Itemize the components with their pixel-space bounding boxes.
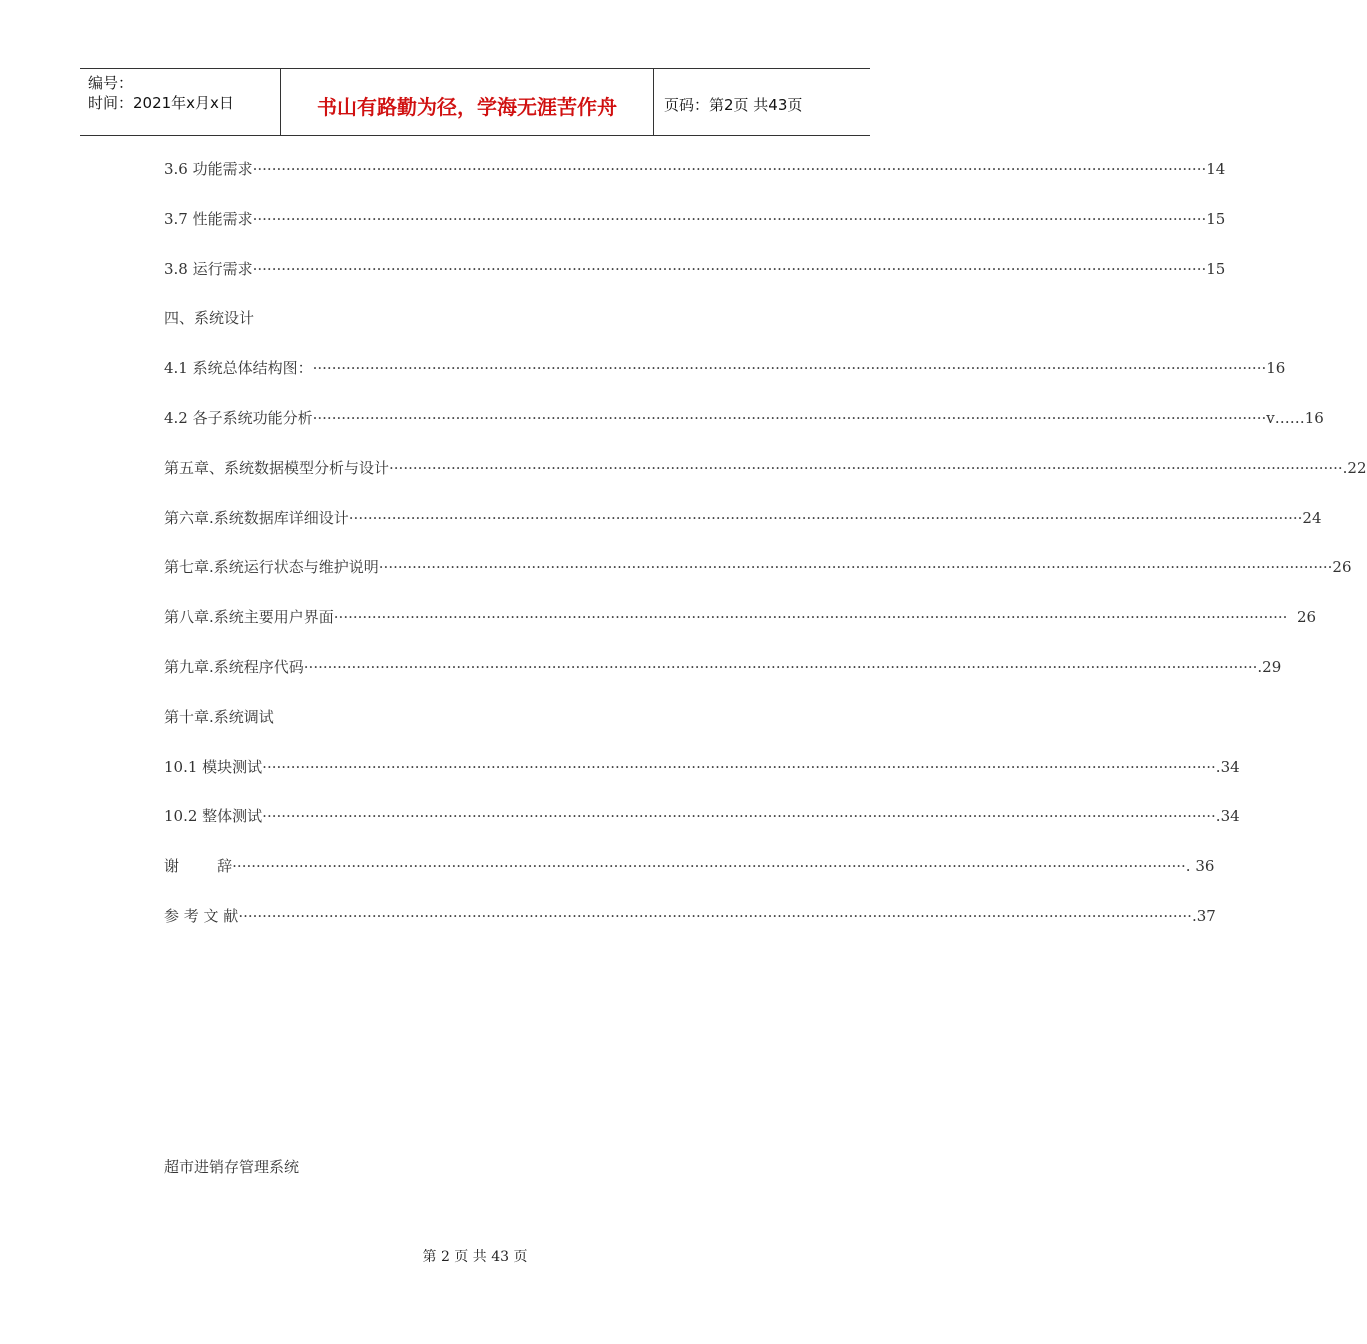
- header-left-cell: [80, 69, 281, 135]
- toc-entry-page: v……16: [1266, 408, 1324, 427]
- toc-entry-page: .37: [1191, 906, 1216, 925]
- page-footer: 第 2 页 共 43 页: [422, 1249, 528, 1265]
- toc-entry-page: .29: [1257, 657, 1282, 676]
- toc-dot-leader: ········································································································································································································: [312, 359, 1267, 378]
- toc-entry-page: 16: [1266, 359, 1286, 378]
- toc-entry-label: 四、系统设计: [164, 309, 255, 328]
- toc-dot-leader: ········································································································································································································: [348, 508, 1303, 527]
- toc-entry: [164, 556, 1352, 606]
- toc-entry-label: 谢 辞: [164, 857, 233, 876]
- toc-entry-page: 14: [1206, 160, 1226, 178]
- toc-dot-leader: ········································································································································································································: [252, 259, 1207, 278]
- toc-entry-label: 参 考 文 献: [164, 906, 239, 925]
- toc-dot-leader: ········································································································································································································: [312, 408, 1267, 427]
- toc-entry-page: .34: [1215, 757, 1240, 776]
- toc-entry-label: 3.6 功能需求: [164, 160, 253, 178]
- date-text: 时间：2021年x月x日: [88, 94, 234, 112]
- toc-entry-page: 26: [1332, 558, 1352, 577]
- toc-entry: [164, 407, 1324, 457]
- toc-entry: [164, 158, 1226, 208]
- toc-entry-page: .34: [1215, 807, 1240, 826]
- toc-entry-label: 10.2 整体测试: [164, 807, 263, 826]
- toc-dot-leader: ········································································································································································································: [262, 757, 1216, 776]
- toc-entry: [164, 756, 1240, 806]
- toc-entry-page: 15: [1206, 259, 1226, 278]
- toc-entry-label: 3.8 运行需求: [164, 259, 253, 278]
- toc-dot-leader: ········································································································································································································: [252, 209, 1207, 228]
- page-header: [80, 68, 870, 136]
- toc-entry: [164, 357, 1286, 407]
- toc-entry-page: .22: [1342, 458, 1367, 477]
- toc-dot-leader: ········································································································································································································: [378, 558, 1333, 577]
- toc-dot-leader: ········································································································································································································: [333, 608, 1288, 627]
- toc-entry: [164, 307, 764, 357]
- toc-entry-label: 第九章.系统程序代码: [164, 657, 304, 676]
- toc-entry-label: 第五章、系统数据模型分析与设计: [164, 458, 390, 477]
- toc-dot-leader: ········································································································································································································: [389, 458, 1343, 477]
- toc-dot-leader: ········································································································································································································: [232, 857, 1186, 876]
- toc-entry-label: 第十章.系统调试: [164, 707, 274, 726]
- code-label: 编号：: [88, 74, 134, 92]
- toc-entry-label: 第七章.系统运行状态与维护说明: [164, 558, 379, 577]
- toc-entry-page: . 36: [1185, 857, 1215, 876]
- header-page-info: 页码：第2页 共43页: [664, 95, 803, 114]
- toc-entry-label: 10.1 模块测试: [164, 757, 263, 776]
- toc-entry: [164, 258, 1226, 308]
- toc-entry-page: 15: [1206, 209, 1226, 228]
- toc-entry-page: 26: [1287, 608, 1317, 627]
- system-name: 超市进销存管理系统: [164, 1158, 300, 1176]
- toc-entry: [164, 905, 1216, 955]
- toc-entry: [164, 805, 1240, 855]
- toc-entry: [164, 656, 1282, 706]
- toc-dot-leader: ········································································································································································································: [252, 160, 1207, 178]
- toc-entry: [164, 855, 1215, 905]
- toc-dot-leader: ········································································································································································································: [303, 657, 1258, 676]
- toc-entry-label: 3.7 性能需求: [164, 209, 253, 228]
- header-motto: 书山有路勤为径，学海无涯苦作舟: [281, 69, 654, 135]
- toc-dot-leader: ········································································································································································································: [238, 906, 1192, 925]
- toc-entry: [164, 606, 1317, 656]
- toc-entry: [164, 706, 764, 756]
- toc-entry: [164, 457, 1367, 507]
- toc-entry: [164, 507, 1322, 557]
- toc-entry-label: 4.1 系统总体结构图：: [164, 359, 313, 378]
- toc-entry: [164, 208, 1226, 258]
- toc-dot-leader: ········································································································································································································: [262, 807, 1216, 826]
- toc-entry-label: 第六章.系统数据库详细设计: [164, 508, 349, 527]
- toc-entry-page: 24: [1302, 508, 1322, 527]
- toc-entry-label: 第八章.系统主要用户界面: [164, 608, 334, 627]
- table-of-contents: [164, 158, 1367, 955]
- toc-entry-label: 4.2 各子系统功能分析: [164, 408, 313, 427]
